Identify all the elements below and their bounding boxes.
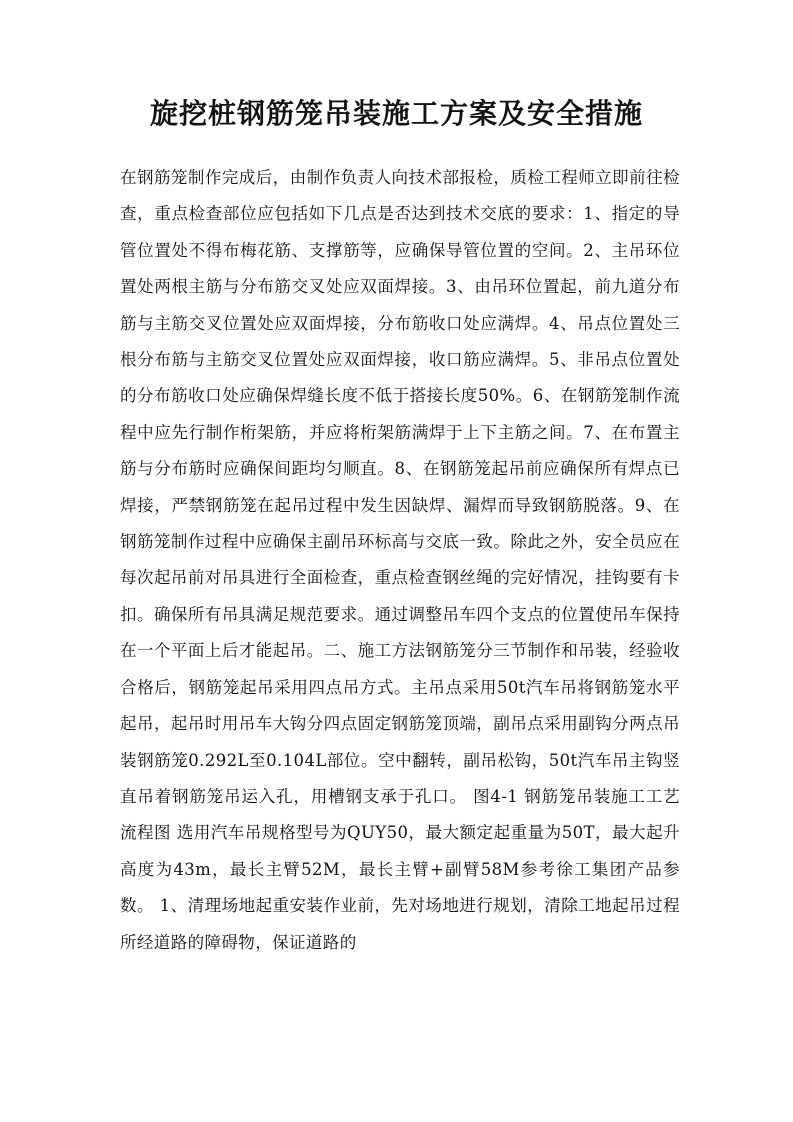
body-paragraph: 在钢筋笼制作完成后，由制作负责人向技术部报检，质检工程师立即前往检查，重点检查部位应包括如下几点是否达到技术交底的要求：1、指定的导管位置处不得布梅花筋、支撑筋等，应确保导管位置的空间。2、主吊环位置处两根主筋与分布筋交叉处应双面焊接。3、由吊环位置起，前九道分布筋与主筋交叉位置处应双面焊接，分布筋收口处应满焊。4、吊点位置处三根分布筋与主筋交叉位置处应双面焊接，收口筋应满焊。5、非吊点位置处的分布筋收口处应确保焊缝长度不低于搭接长度50%。6、在钢筋笼制作流程中应先行制作桁架筋，并应将桁架筋满焊于上下主筋之间。7、在布置主筋与分布筋时应确保间距均匀顺直。8、在钢筋笼起吊前应确保所有焊点已焊接，严禁钢筋笼在起吊过程中发生因缺焊、漏焊而导致钢筋脱落。9、在钢筋笼制作过程中应确保主副吊环标高与交底一致。除此之外，安全员应在每次起吊前对吊具进行全面检查，重点检查钢丝绳的完好情况，挂钩要有卡扣。确保所有吊具满足规范要求。通过调整吊车四个支点的位置使吊车保持在一个平面上后才能起吊。二、施工方法钢筋笼分三节制作和吊装，经验收合格后，钢筋笼起吊采用四点吊方式。主吊点采用50t汽车吊将钢筋笼水平起吊，起吊时用吊车大钩分四点固定钢筋笼顶端，副吊点采用副钩分两点吊装钢筋笼0.292L至0.104L部位。空中翻转，副吊松钩，50t汽车吊主钩竖直吊着钢筋笼吊运入孔，用槽钢支承于孔口。 图4-1 钢筋笼吊装施工工艺流程图 选用汽车吊规格型号为QUY50，最大额定起重量为50T，最大起升高度为43m，最长主臂52M，最长主臂+副臂58M参考徐工集团产品参数。 1、清理场地起重安装作业前，先对场地进行规划，清除工地起吊过程所经道路的障碍物，保证道路的 bbox=[120, 168, 680, 952]
document-title: 旋挖桩钢筋笼吊装施工方案及安全措施 bbox=[149, 97, 643, 130]
